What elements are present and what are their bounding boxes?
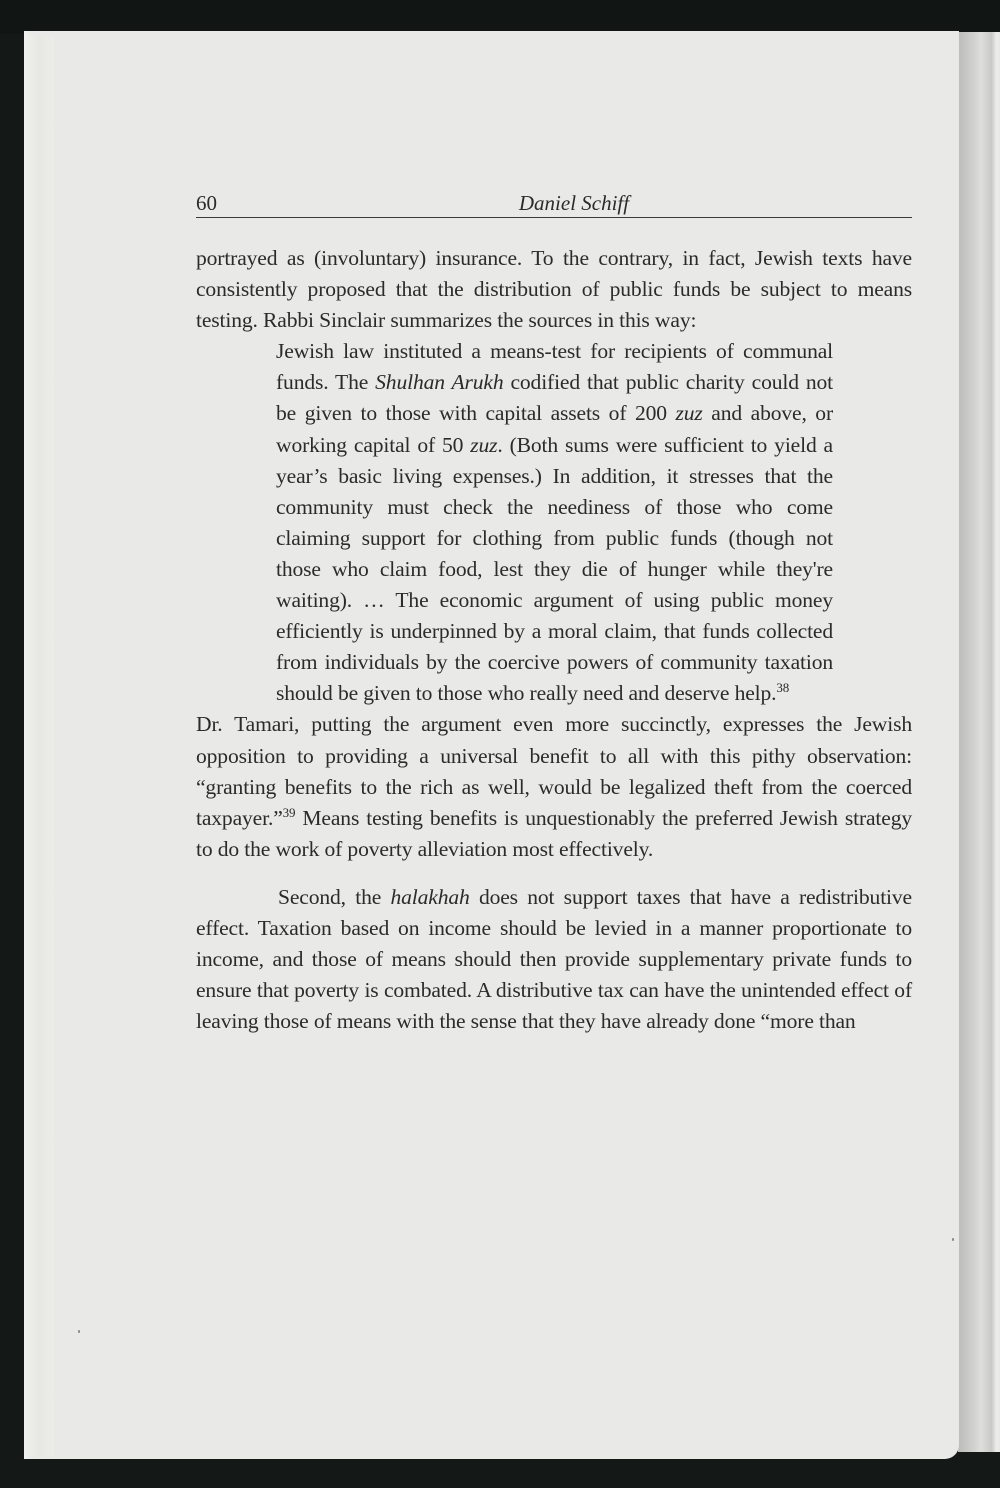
quote-text: and above, or working capital of 50 [276, 401, 833, 457]
footnote-marker: 38 [776, 680, 790, 696]
scan-backdrop [0, 0, 1000, 34]
paragraph-text: portrayed as (involuntary) insurance. To the contrary, in fact, Jewish texts have consistently proposed that the distribution of public funds be subject to means testing. Rabbi Sinclair summarizes the sources in this way: [196, 246, 912, 333]
page-stack-edge [24, 36, 54, 1456]
body-text [196, 243, 912, 1037]
running-head [196, 190, 912, 218]
scan-speck [952, 1238, 954, 1241]
quote-italic-term: zuz [470, 432, 498, 457]
footnote-marker: 39 [282, 804, 296, 820]
page-content [196, 190, 912, 1037]
paragraph-text: does not support taxes that have a redistributive effect. Taxation based on income should be levied in a manner proportionate to income, and those of means should then provide supplementary private funds to ensure that poverty is combated. A distributive tax can have the unintended effect of leaving those of means with the sense that they have already done “more than [196, 884, 912, 1034]
quote-italic-term: Shulhan Arukh [375, 370, 504, 395]
paragraph-intro [196, 243, 912, 336]
paragraph-text: Second, the [278, 884, 391, 909]
block-quote [276, 336, 833, 709]
quote-italic-term: zuz [675, 401, 703, 426]
adjacent-page-edge [958, 32, 1000, 1452]
quote-text: codified that public charity could not be given to those with capital assets of 200 [276, 370, 833, 426]
quote-text: . (Both sums were sufficient to yield a year’s basic living expenses.) In addition, it stresses that the community must check the neediness of those who come claiming support for clothing from public funds (though not those who claim food, lest they die of hunger while they're waiting). … The economic argument of using public money efficiently is underpinned by a moral claim, that funds collected from individuals by the coercive powers of community taxation should be given to those who really need and deserve help. [276, 432, 833, 706]
paragraph-second [196, 882, 912, 1037]
scan-speck [78, 1330, 80, 1333]
paragraph-text: Dr. Tamari, putting the argument even more succinctly, expresses the Jewish opposition to providing a universal benefit to all with this pithy observation: “granting benefits to the rich as well, would be legalized theft from the coerced taxpayer.” [196, 712, 912, 830]
italic-term: halakhah [390, 884, 470, 909]
paragraph-text: Means testing benefits is unquestionably the preferred Jewish strategy to do the work of poverty alleviation most effectively. [196, 805, 912, 861]
paragraph-tamari [196, 709, 912, 864]
running-head-author: Daniel Schiff [518, 191, 630, 215]
page-number: 60 [196, 191, 217, 215]
quote-text: Jewish law instituted a means-test for recipients of communal funds. The [276, 339, 833, 395]
